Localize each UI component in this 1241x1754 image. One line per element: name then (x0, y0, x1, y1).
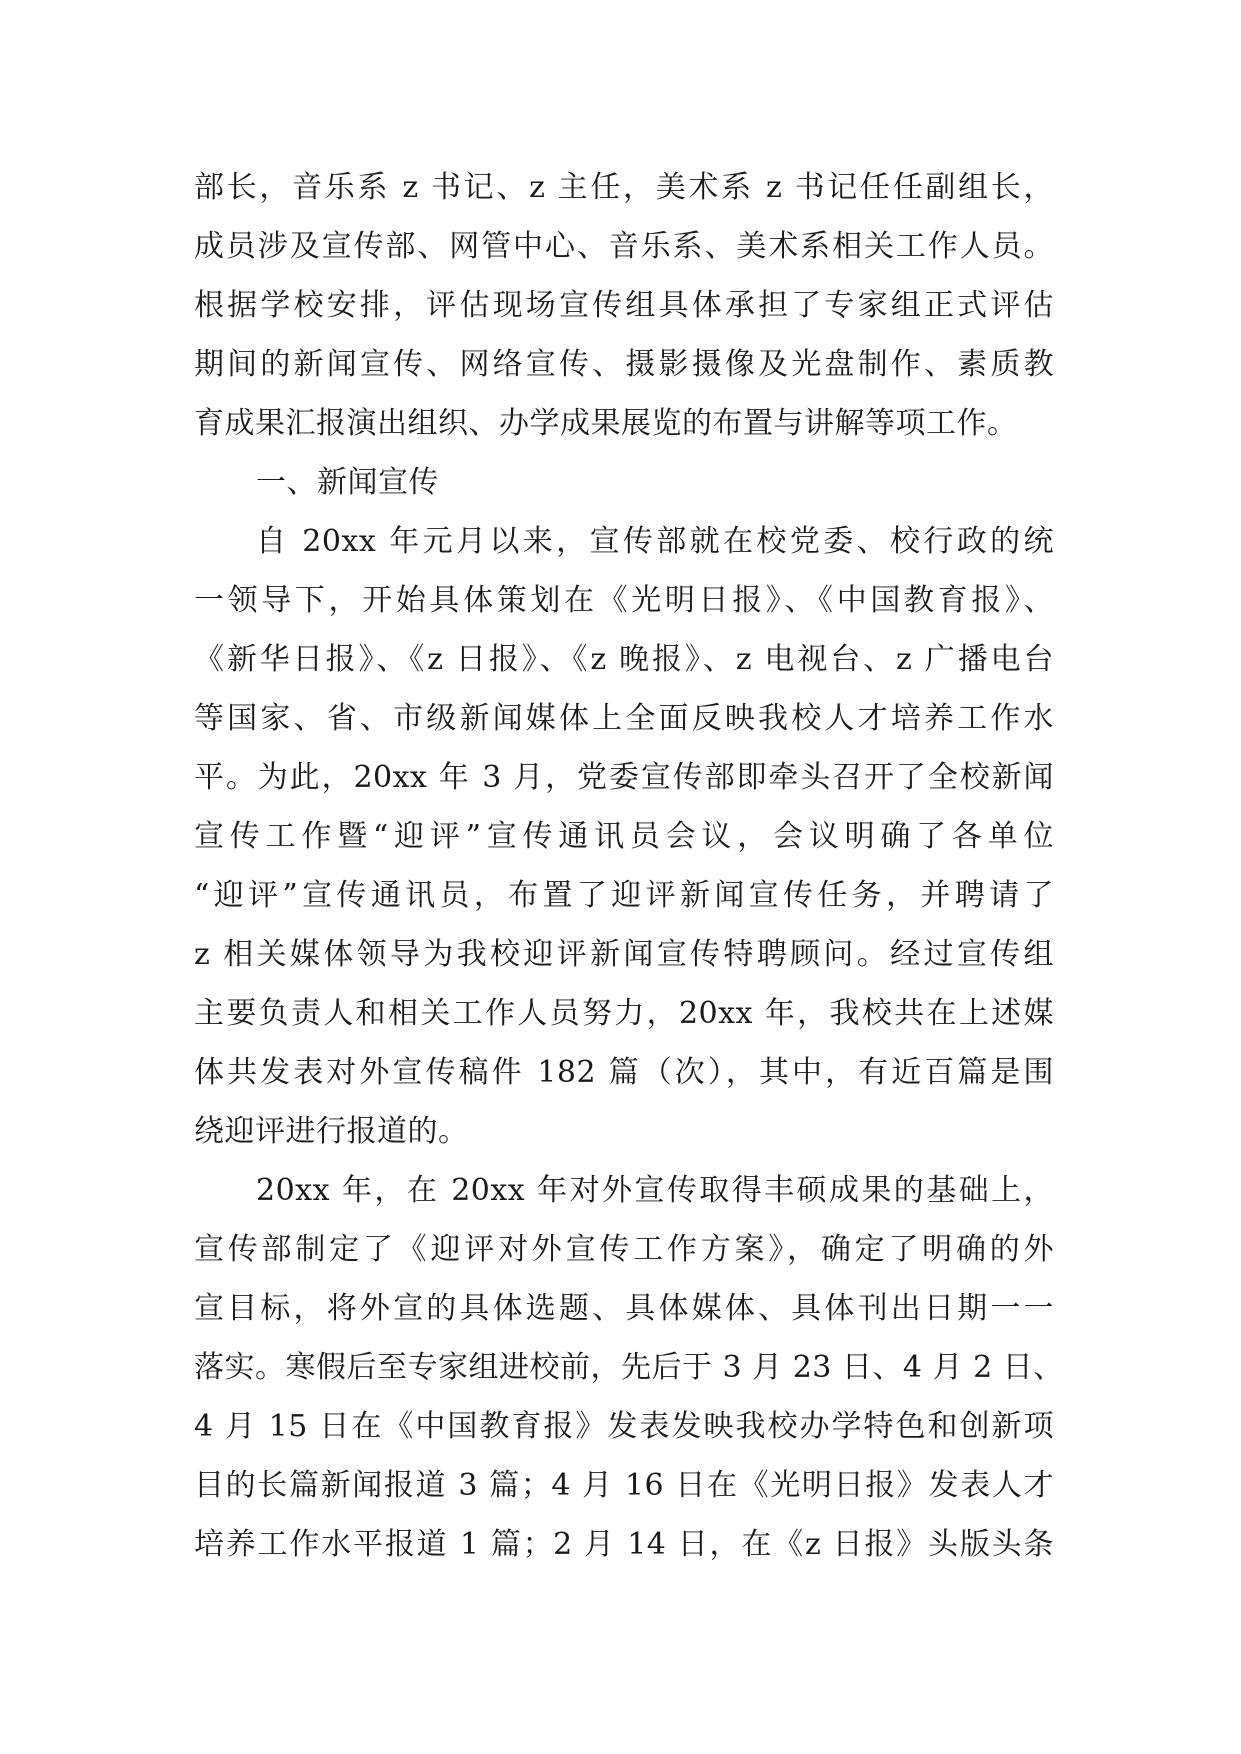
text-line: 20xx 年，在 20xx 年对外宣传取得丰硕成果的基础上， (256, 1173, 1054, 1208)
text-line: 等国家、省、市级新闻媒体上全面反映我校人才培养工作水 (194, 701, 1054, 736)
paragraph-intro (194, 158, 1054, 453)
text-line: 《新华日报》、《z 日报》、《z 晚报》、z 电视台、z 广播电台 (194, 642, 1054, 677)
heading-text: 一、新闻宣传 (256, 465, 439, 500)
text-line: “迎评”宣传通讯员，布置了迎评新闻宣传任务，并聘请了 (194, 878, 1054, 913)
text-line: z 相关媒体领导为我校迎评新闻宣传特聘顾问。经过宣传组 (194, 937, 1054, 972)
text-line: 宣传部制定了《迎评对外宣传工作方案》，确定了明确的外 (194, 1232, 1054, 1267)
text-line: 根据学校安排，评估现场宣传组具体承担了专家组正式评估 (194, 288, 1054, 323)
text-line: 自 20xx 年元月以来，宣传部就在校党委、校行政的统 (256, 524, 1054, 559)
text-line: 绕迎评进行报道的。 (194, 1114, 469, 1149)
text-line: 育成果汇报演出组织、办学成果展览的布置与讲解等项工作。 (194, 406, 1018, 441)
section-heading (194, 453, 1054, 512)
document-body (194, 158, 1064, 1574)
text-line: 主要负责人和相关工作人员努力，20xx 年，我校共在上述媒 (194, 996, 1054, 1031)
paragraph-news-1 (194, 512, 1054, 1161)
text-line: 4 月 15 日在《中国教育报》发表发映我校办学特色和创新项 (194, 1409, 1054, 1444)
text-line: 落实。寒假后至专家组进校前，先后于 3 月 23 日、4 月 2 日、 (194, 1350, 1064, 1385)
text-line: 培养工作水平报道 1 篇；2 月 14 日，在《z 日报》头版头条 (194, 1527, 1054, 1562)
text-line: 宣传工作暨“迎评”宣传通讯员会议，会议明确了各单位 (194, 819, 1054, 854)
text-line: 成员涉及宣传部、网管中心、音乐系、美术系相关工作人员。 (194, 229, 1054, 264)
text-line: 一领导下，开始具体策划在《光明日报》、《中国教育报》、 (194, 583, 1054, 618)
text-line: 部长，音乐系 z 书记、z 主任，美术系 z 书记任任副组长， (194, 170, 1054, 205)
paragraph-news-2 (194, 1161, 1064, 1574)
text-line: 期间的新闻宣传、网络宣传、摄影摄像及光盘制作、素质教 (194, 347, 1054, 382)
text-line: 宣目标，将外宣的具体选题、具体媒体、具体刊出日期一一 (194, 1291, 1054, 1326)
text-line: 体共发表对外宣传稿件 182 篇（次），其中，有近百篇是围 (194, 1055, 1054, 1090)
text-line: 目的长篇新闻报道 3 篇；4 月 16 日在《光明日报》发表人才 (194, 1468, 1054, 1503)
text-line: 平。为此，20xx 年 3 月，党委宣传部即牵头召开了全校新闻 (194, 760, 1054, 795)
